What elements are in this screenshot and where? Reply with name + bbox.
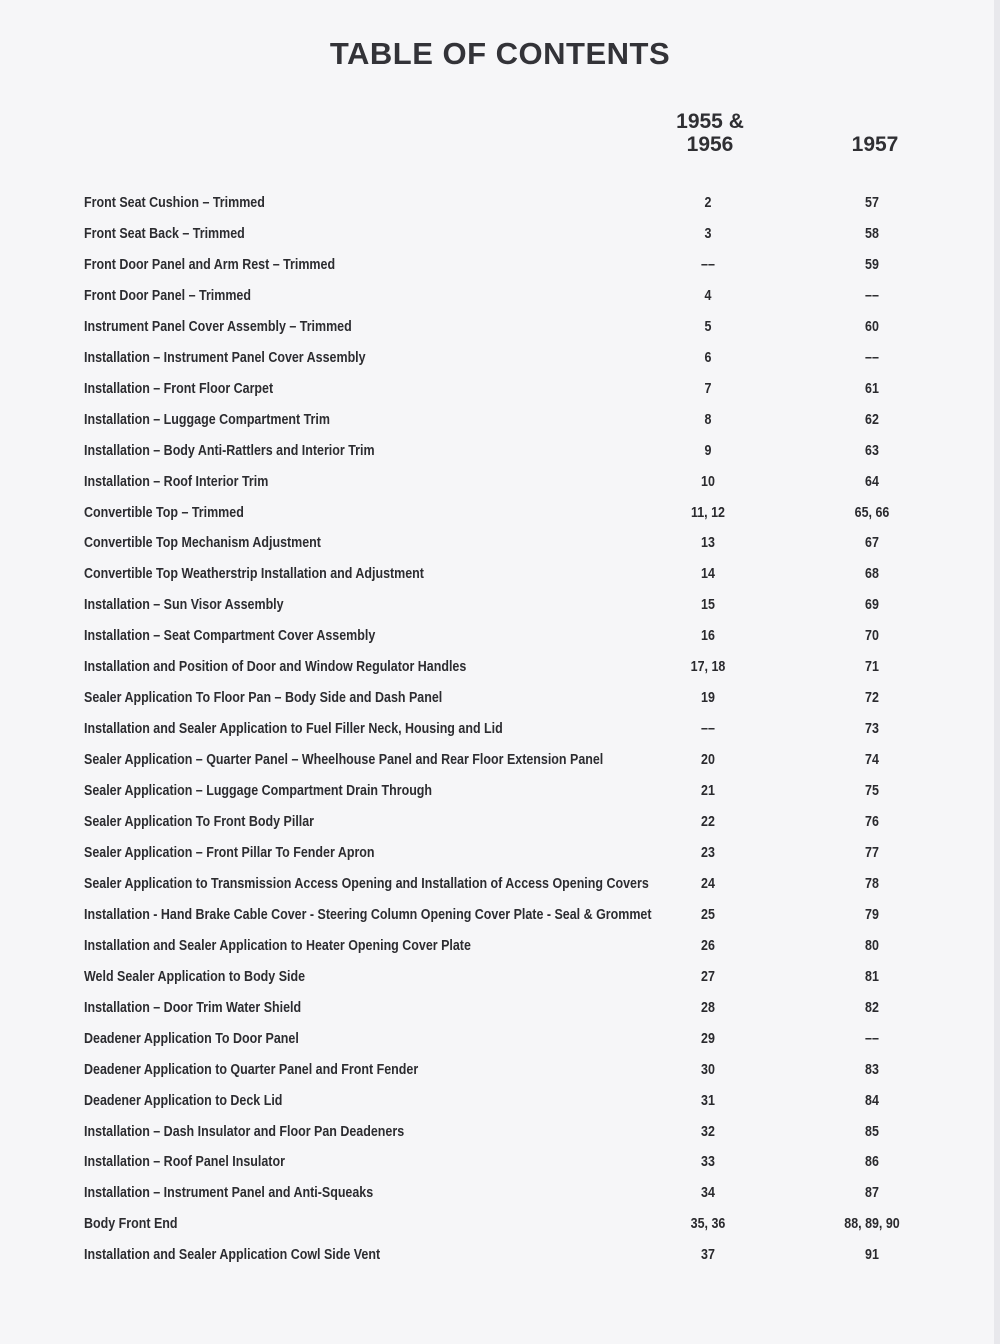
toc-entry [84, 1185, 924, 1207]
toc-entry [84, 876, 924, 898]
page-1957: 69 [865, 597, 879, 614]
toc-entry [84, 1031, 924, 1053]
toc-entry-title: Sealer Application – Quarter Panel – Wheelhouse Panel and Rear Floor Extension Panel [84, 752, 604, 769]
toc-entry-title: Sealer Application To Floor Pan – Body Side and Dash Panel [84, 690, 443, 707]
page-1957: 71 [865, 659, 879, 676]
page-1955-1956: 35, 36 [690, 1216, 726, 1233]
toc-entry [84, 752, 924, 774]
page-1955-1956: 5 [704, 318, 712, 335]
toc-entry [84, 566, 924, 588]
toc-entry [84, 1124, 924, 1146]
toc-entry [84, 1216, 924, 1238]
page-1957: 81 [865, 968, 879, 985]
page-1957: 88, 89, 90 [844, 1216, 900, 1233]
page-1957: 63 [865, 442, 879, 459]
toc-entry [84, 907, 924, 929]
page-1955-1956: 31 [701, 1092, 715, 1109]
toc-entry-title: Installation and Position of Door and Window Regulator Handles [84, 659, 467, 676]
toc-entry [84, 969, 924, 991]
toc-entry-title: Installation – Seat Compartment Cover Assembly [84, 628, 376, 645]
page-1955-1956: 20 [701, 752, 715, 769]
toc-entry-title: Deadener Application to Deck Lid [84, 1092, 283, 1109]
toc-entry-title: Installation – Dash Insulator and Floor Pan Deadeners [84, 1123, 405, 1140]
page-1957: 68 [865, 566, 879, 583]
toc-entry-title: Weld Sealer Application to Body Side [84, 968, 306, 985]
page-1955-1956: 16 [701, 628, 715, 645]
page-1955-1956: 23 [701, 844, 715, 861]
page-1957: 64 [865, 473, 879, 490]
toc-entry-title: Installation – Body Anti-Rattlers and Interior Trim [84, 442, 375, 459]
page-1957: 77 [865, 844, 879, 861]
toc-entry [84, 412, 924, 434]
page-1957: –– [865, 349, 879, 366]
page-1955-1956: 21 [701, 783, 715, 800]
page-1957: 59 [865, 256, 879, 273]
toc-entry [84, 845, 924, 867]
toc-entry-title: Installation – Sun Visor Assembly [84, 597, 284, 614]
page-1955-1956: 13 [701, 535, 715, 552]
page-1955-1956: 30 [701, 1061, 715, 1078]
toc-entry-title: Installation – Instrument Panel and Anti-Squeaks [84, 1185, 374, 1202]
toc-entry-title: Installation – Front Floor Carpet [84, 380, 274, 397]
toc-entry [84, 938, 924, 960]
page-1955-1956: 27 [701, 968, 715, 985]
toc-entry-title: Sealer Application – Front Pillar To Fender Apron [84, 844, 375, 861]
toc-entry-title: Installation – Roof Panel Insulator [84, 1154, 285, 1171]
toc-entry [84, 690, 924, 712]
toc-entry-title: Sealer Application To Front Body Pillar [84, 814, 315, 830]
page-1955-1956: 15 [701, 597, 715, 614]
toc-entry [84, 1062, 924, 1084]
page-edge [994, 0, 1000, 1344]
toc-entry-title: Body Front End [84, 1216, 178, 1233]
toc-entry-title: Convertible Top Mechanism Adjustment [84, 535, 321, 552]
page-1957: 76 [865, 814, 879, 830]
page-1957: 72 [865, 690, 879, 707]
toc-entry [84, 814, 924, 836]
page-1957: 74 [865, 752, 879, 769]
toc-entry [84, 1093, 924, 1115]
page-1957: 86 [865, 1154, 879, 1171]
page-1957: 67 [865, 535, 879, 552]
toc-entry [84, 1000, 924, 1022]
toc-entry-title: Sealer Application to Transmission Access Opening and Installation of Access Opening Covers [84, 875, 649, 892]
toc-entry [84, 1247, 924, 1269]
page-1957: 57 [865, 195, 879, 211]
page-1955-1956: 4 [704, 287, 712, 304]
toc-entry [84, 443, 924, 465]
page-1955-1956: 26 [701, 937, 715, 954]
page-1957: 78 [865, 875, 879, 892]
column-header-1955-1956: 1955 & 1956 [676, 110, 744, 156]
page-1955-1956: 34 [701, 1185, 715, 1202]
page-1957: 70 [865, 628, 879, 645]
toc-entry-title: Front Door Panel – Trimmed [84, 287, 251, 304]
page-1957: 62 [865, 411, 879, 428]
toc-entry-title: Front Seat Cushion – Trimmed [84, 195, 265, 211]
toc-entry-title: Convertible Top Weatherstrip Installation and Adjustment [84, 566, 424, 583]
page-1957: 79 [865, 906, 879, 923]
toc-entry [84, 721, 924, 743]
page-1955-1956: 7 [704, 380, 712, 397]
page-1955-1956: 28 [701, 999, 715, 1016]
page-1957: 73 [865, 721, 879, 738]
page-1955-1956: 11, 12 [691, 504, 725, 521]
toc-entry-title: Deadener Application To Door Panel [84, 1030, 299, 1047]
toc-entry [84, 659, 924, 681]
toc-entry-title: Instrument Panel Cover Assembly – Trimmed [84, 318, 352, 335]
page-1955-1956: –– [701, 256, 715, 273]
toc-entry-title: Installation and Sealer Application to Heater Opening Cover Plate [84, 937, 471, 954]
page-1957: 58 [865, 225, 879, 242]
page-1957: 82 [865, 999, 879, 1016]
toc-entry [84, 628, 924, 650]
toc-entry-title: Installation and Sealer Application to Fuel Filler Neck, Housing and Lid [84, 721, 503, 738]
page-1955-1956: 2 [704, 195, 712, 211]
page-1955-1956: 17, 18 [690, 659, 726, 676]
toc-entry-title: Installation – Door Trim Water Shield [84, 999, 302, 1016]
toc-entry-title: Deadener Application to Quarter Panel and Front Fender [84, 1061, 419, 1078]
column-header-1957: 1957 [851, 133, 899, 156]
toc-entry [84, 195, 924, 217]
toc-entry [84, 226, 924, 248]
page-1955-1956: 6 [704, 349, 712, 366]
toc-entry-title: Convertible Top – Trimmed [84, 504, 244, 521]
page-1957: 91 [865, 1247, 879, 1264]
page-1955-1956: 33 [701, 1154, 715, 1171]
page-1955-1956: 29 [701, 1030, 715, 1047]
toc-entry-title: Installation - Hand Brake Cable Cover - Steering Column Opening Cover Plate - Seal & Grommet [84, 906, 652, 923]
page-1957: 87 [865, 1185, 879, 1202]
page-1957: 84 [865, 1092, 879, 1109]
toc-entry [84, 783, 924, 805]
page-1957: 75 [865, 783, 879, 800]
toc-entry-title: Installation – Instrument Panel Cover Assembly [84, 349, 366, 366]
page-1955-1956: 25 [701, 906, 715, 923]
page-1957: 65, 66 [854, 504, 890, 521]
page-1955-1956: 9 [704, 442, 712, 459]
page-1955-1956: 14 [701, 566, 715, 583]
toc-entry [84, 597, 924, 619]
toc-entry [84, 288, 924, 310]
page-1957: 61 [865, 380, 879, 397]
page-1957: –– [865, 287, 879, 304]
toc-entry-title: Installation – Luggage Compartment Trim [84, 411, 330, 428]
toc-entry-title: Sealer Application – Luggage Compartment Drain Through [84, 783, 433, 800]
toc-entry [84, 350, 924, 372]
toc-entry-title: Front Seat Back – Trimmed [84, 225, 245, 242]
page-1955-1956: –– [701, 721, 715, 738]
toc-entry-title: Front Door Panel and Arm Rest – Trimmed [84, 256, 336, 273]
toc-entry [84, 257, 924, 279]
toc-entry-title: Installation – Roof Interior Trim [84, 473, 269, 490]
page-1955-1956: 19 [701, 690, 715, 707]
page-title: TABLE OF CONTENTS [329, 36, 671, 71]
toc-entry [84, 1154, 924, 1176]
page-1955-1956: 3 [704, 225, 712, 242]
page-1957: 60 [865, 318, 879, 335]
toc-entry [84, 381, 924, 403]
page-1957: –– [865, 1030, 879, 1047]
toc-entry [84, 474, 924, 496]
page-1957: 85 [865, 1123, 879, 1140]
page-1955-1956: 37 [701, 1247, 715, 1264]
page-1955-1956: 22 [701, 814, 715, 830]
page-1955-1956: 24 [701, 875, 715, 892]
page-1955-1956: 8 [704, 411, 712, 428]
page-1955-1956: 32 [701, 1123, 715, 1140]
page-1957: 80 [865, 937, 879, 954]
page-1957: 83 [865, 1061, 879, 1078]
toc-entry [84, 535, 924, 557]
toc-entry [84, 505, 924, 527]
page-1955-1956: 10 [701, 473, 715, 490]
toc-entry-title: Installation and Sealer Application Cowl Side Vent [84, 1247, 381, 1264]
toc-entry [84, 319, 924, 341]
